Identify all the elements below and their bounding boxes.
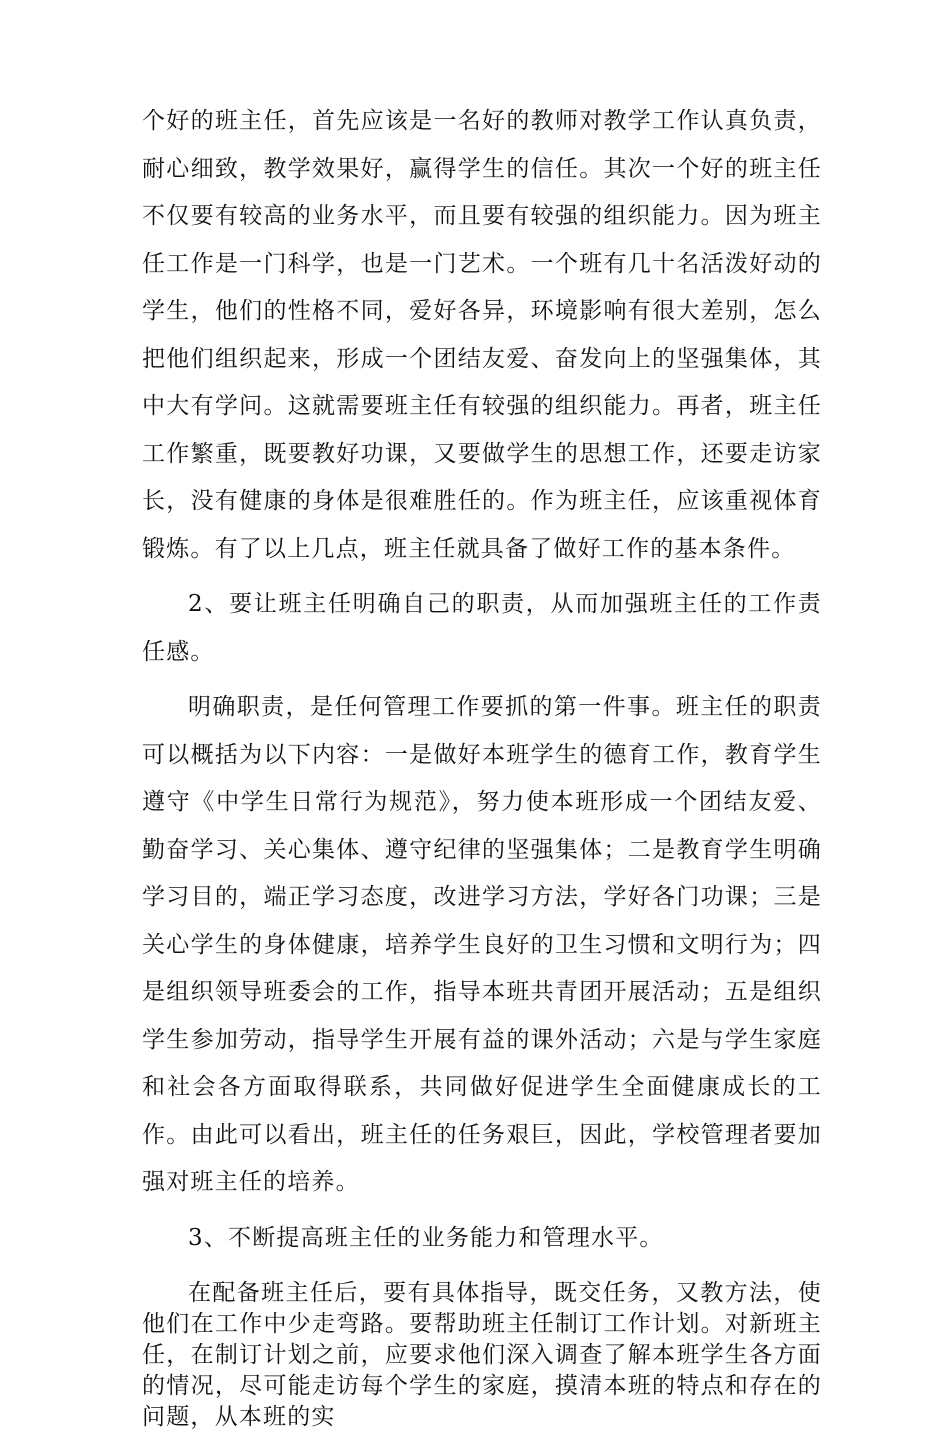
paragraph-1: 个好的班主任，首先应该是一名好的教师对教学工作认真负责，耐心细致，教学效果好，赢得学生的信任。其次一个好的班主任不仅要有较高的业务水平，而且要有较强的组织能力。因为班主任工作是一门科学，也是一门艺术。一个班有几十名活泼好动的学生，他们的性格不同，爱好各异，环境影响有很大差别，怎么把他们组织起来，形成一个团结友爱、奋发向上的坚强集体，其中大有学问。这就需要班主任有较强的组织能力。再者，班主任工作繁重，既要教好功课，又要做学生的思想工作，还要走访家长，没有健康的身体是很难胜任的。作为班主任，应该重视体育锻炼。有了以上几点，班主任就具备了做好工作的基本条件。 <box>142 108 822 562</box>
section-heading-3: 3、不断提高班主任的业务能力和管理水平。 <box>188 1224 664 1251</box>
document-page <box>142 98 822 1433</box>
paragraph-2: 明确职责，是任何管理工作要抓的第一件事。班主任的职责可以概括为以下内容：一是做好本班学生的德育工作，教育学生遵守《中学生日常行为规范》，努力使本班形成一个团结友爱、勤奋学习、关心集体、遵守纪律的坚强集体；二是教育学生明确学习目的，端正学习态度，改进学习方法，学好各门功课；三是关心学生的身体健康，培养学生良好的卫生习惯和文明行为；四是组织领导班委会的工作，指导本班共青团开展活动；五是组织学生参加劳动，指导学生开展有益的课外活动；六是与学生家庭和社会各方面取得联系，共同做好促进学生全面健康成长的工作。由此可以看出，班主任的任务艰巨，因此，学校管理者要加强对班主任的培养。 <box>142 694 822 1195</box>
section-heading-2: 2、要让班主任明确自己的职责，从而加强班主任的工作责任感。 <box>142 591 822 665</box>
paragraph-3: 在配备班主任后，要有具体指导，既交任务，又教方法，使他们在工作中少走弯路。要帮助班主任制订工作计划。对新班主任，在制订计划之前，应要求他们深入调查了解本班学生各方面的情况，尽可能走访每个学生的家庭，摸清本班的特点和存在的问题，从本班的实 <box>142 1280 822 1430</box>
